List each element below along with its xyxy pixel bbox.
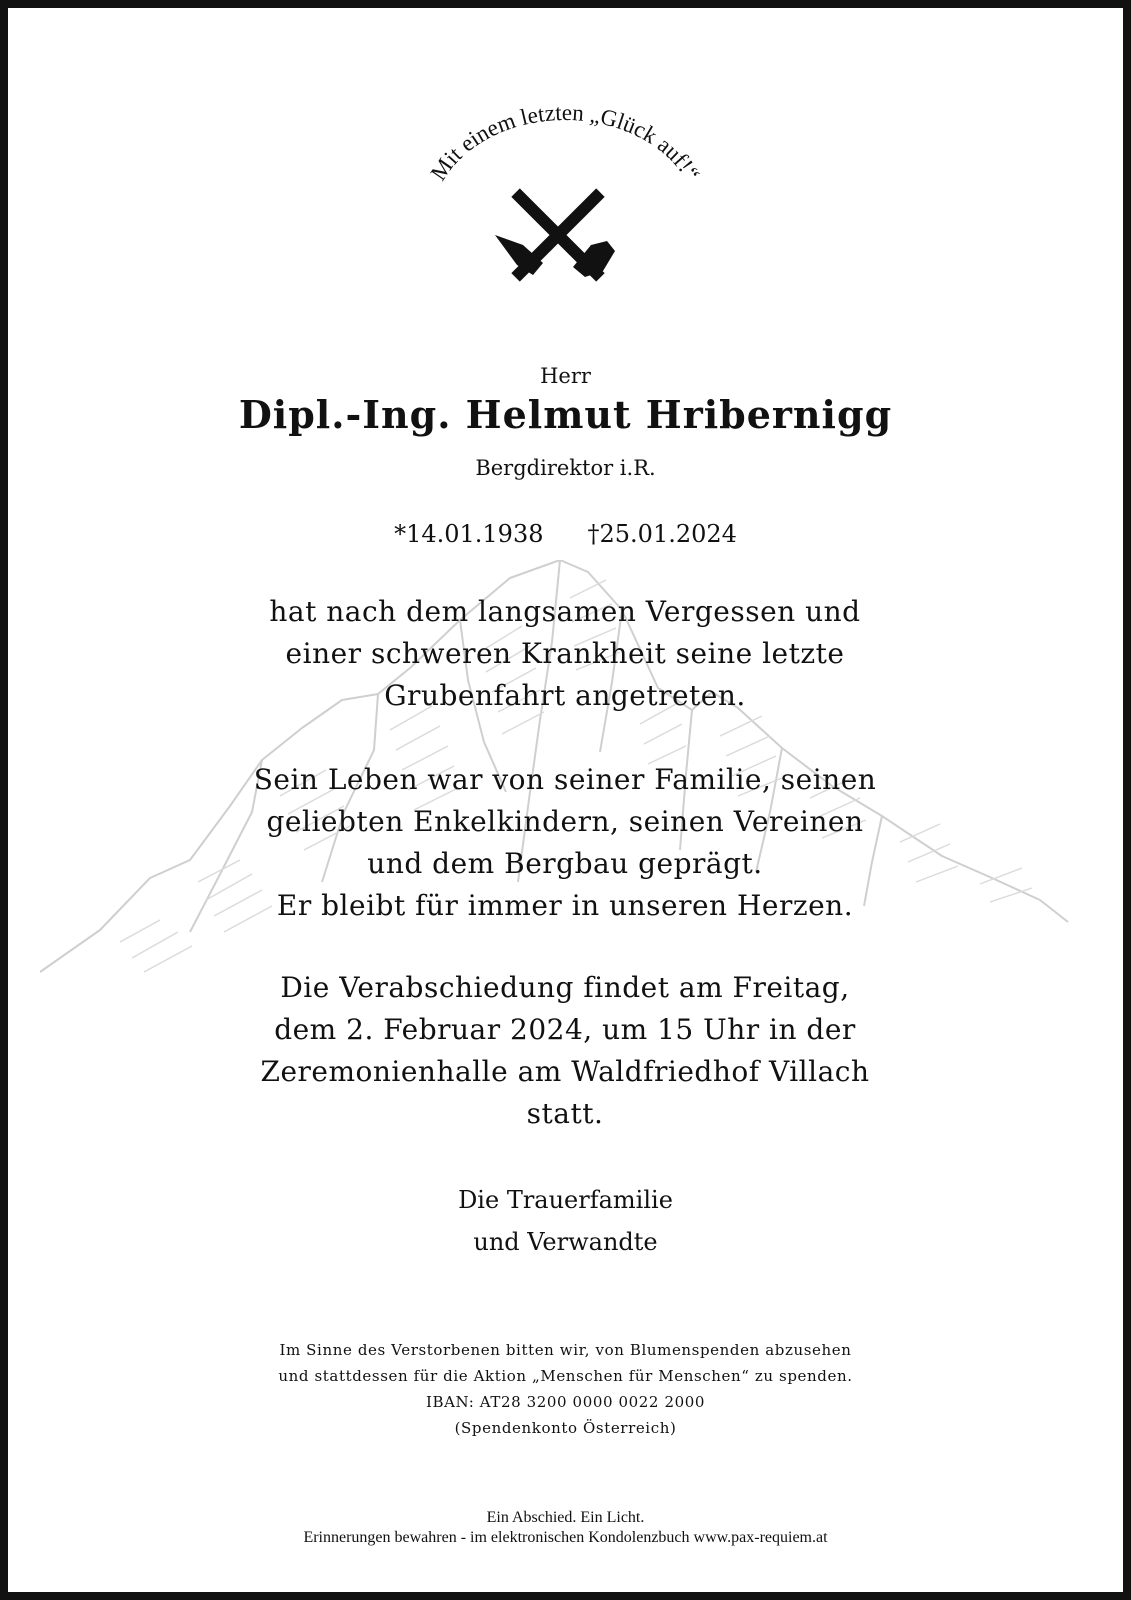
text-line: Er bleibt für immer in unseren Herzen. <box>276 889 854 922</box>
life-paragraph <box>215 759 915 927</box>
announcement-paragraph <box>215 591 915 717</box>
salutation: Herr <box>540 364 591 388</box>
text-line: und stattdessen für die Aktion „Menschen für Menschen“ zu spenden. <box>278 1367 853 1385</box>
text-line: und Verwandte <box>473 1228 658 1256</box>
birth-date: *14.01.1938 <box>394 520 544 548</box>
text-line: hat nach dem langsamen Vergessen und <box>269 595 861 628</box>
text-line: Die Verabschiedung findet am Freitag, <box>280 971 850 1004</box>
footer <box>0 1508 1131 1548</box>
footer-condolence-note: Erinnerungen bewahren - im elektronischen Kondolenzbuch www.pax-requiem.at <box>303 1529 828 1546</box>
crossed-hammer-and-pick-icon <box>495 188 615 281</box>
text-line: Sein Leben war von seiner Familie, seinen <box>253 763 877 796</box>
mining-emblem <box>405 95 725 295</box>
donation-notice <box>0 1337 1131 1441</box>
text-line: Die Trauerfamilie <box>458 1186 673 1214</box>
occupation: Bergdirektor i.R. <box>475 456 656 480</box>
text-line: (Spendenkonto Österreich) <box>454 1419 677 1437</box>
text-line: Zeremonienhalle am Waldfriedhof Villach <box>260 1055 870 1088</box>
iban-line: IBAN: AT28 3200 0000 0022 2000 <box>425 1393 706 1411</box>
motto-text: Mit einem letzten „Glück auf!“ <box>425 99 705 186</box>
death-date: †25.01.2024 <box>587 520 737 548</box>
text-line: Grubenfahrt angetreten. <box>384 679 746 712</box>
text-line: und dem Bergbau geprägt. <box>367 847 763 880</box>
text-line: statt. <box>526 1097 604 1130</box>
life-dates <box>0 520 1131 548</box>
mourners-signature <box>0 1179 1131 1263</box>
ceremony-paragraph <box>215 967 915 1135</box>
text-line: dem 2. Februar 2024, um 15 Uhr in der <box>274 1013 856 1046</box>
deceased-name: Dipl.-Ing. Helmut Hribernigg <box>238 392 893 437</box>
text-line: geliebten Enkelkindern, seinen Vereinen <box>266 805 864 838</box>
text-line: einer schweren Krankheit seine letzte <box>285 637 845 670</box>
text-line: Im Sinne des Verstorbenen bitten wir, von Blumenspenden abzusehen <box>279 1341 852 1359</box>
footer-tagline: Ein Abschied. Ein Licht. <box>486 1509 645 1526</box>
